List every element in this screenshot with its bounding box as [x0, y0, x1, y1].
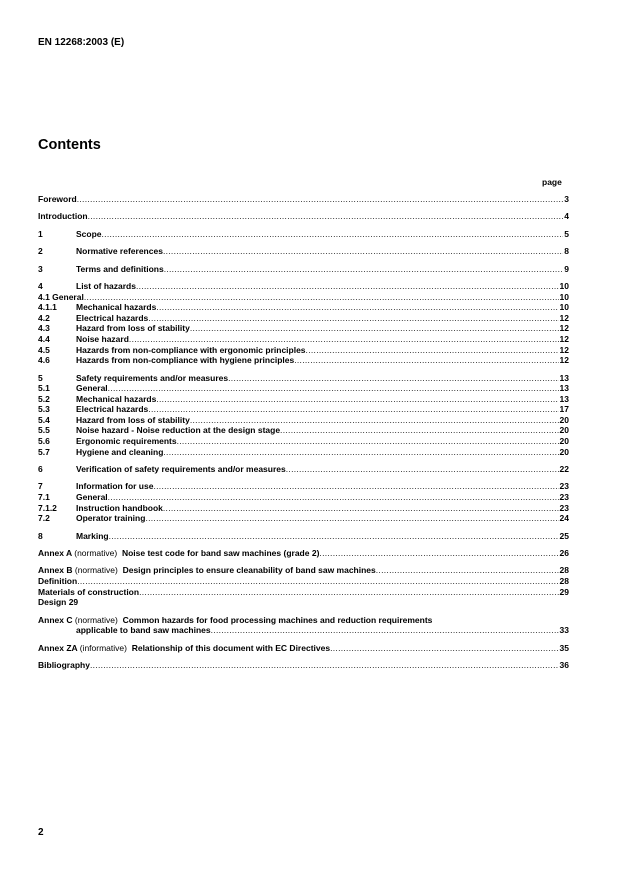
- leader-dots: [129, 334, 559, 345]
- annex-title: Design principles to ensure cleanability of band saw machines: [122, 565, 376, 576]
- section-number: 3: [38, 263, 43, 274]
- section-number: 5: [38, 372, 43, 383]
- leader-dots: [90, 660, 559, 671]
- entry-title: Information for use: [76, 481, 154, 492]
- toc-entry[interactable]: [38, 383, 569, 394]
- entry-title: Electrical hazards: [76, 404, 149, 415]
- toc-entry[interactable]: [38, 194, 569, 205]
- leader-dots: [190, 323, 559, 334]
- section-number: 5.1: [38, 383, 50, 394]
- toc-entry[interactable]: [38, 373, 569, 384]
- toc-annex-a[interactable]: [38, 548, 569, 559]
- leader-dots: [108, 383, 559, 394]
- toc-entry[interactable]: [38, 447, 569, 458]
- entry-title: Instruction handbook: [76, 502, 163, 513]
- leader-dots: [77, 576, 558, 587]
- section-number: 5.7: [38, 446, 50, 457]
- page-number: 4: [564, 211, 569, 222]
- toc-entry[interactable]: [38, 394, 569, 405]
- page-number: 10: [559, 280, 569, 291]
- leader-dots: [109, 531, 559, 542]
- toc-entry[interactable]: [38, 503, 569, 514]
- annex-title: Relationship of this document with EC Directives: [131, 642, 331, 653]
- entry-title: Definition: [38, 575, 78, 586]
- leader-dots: [280, 425, 558, 436]
- page-number: 36: [559, 659, 569, 670]
- toc-entry[interactable]: [38, 313, 569, 324]
- entry-title: Bibliography: [38, 659, 90, 670]
- page-number: 17: [559, 404, 569, 415]
- annex-type: (normative): [74, 548, 118, 558]
- section-number: 2: [38, 246, 43, 257]
- page-number: 10: [559, 302, 569, 313]
- section-number: 4: [38, 280, 43, 291]
- section-number: 5.3: [38, 404, 50, 415]
- annex-label: Annex A: [38, 548, 72, 558]
- annex-label: Annex C: [38, 614, 73, 625]
- toc-entry[interactable]: [38, 404, 569, 415]
- leader-dots: [102, 229, 564, 240]
- page-number: 8: [564, 246, 569, 257]
- toc-entry[interactable]: [38, 292, 569, 303]
- leader-dots: [84, 292, 559, 303]
- section-number: 5.6: [38, 436, 50, 447]
- annex-label: Annex B: [38, 565, 73, 576]
- page-column-label: page: [542, 177, 562, 187]
- section-number: 4.4: [38, 333, 50, 344]
- section-number: 7.1: [38, 492, 50, 503]
- leader-dots: [286, 464, 559, 475]
- section-number: 4.5: [38, 344, 50, 355]
- page-number: 5: [564, 228, 569, 239]
- document-id-header: EN 12268:2003 (E): [38, 37, 125, 48]
- page-number: 20: [559, 425, 569, 436]
- toc-entry[interactable]: [38, 436, 569, 447]
- page-number: 24: [559, 513, 569, 524]
- page-number: 12: [559, 312, 569, 323]
- toc-entries: [38, 194, 569, 541]
- leader-dots: [294, 355, 558, 366]
- annex-type: (normative): [74, 614, 118, 625]
- leader-dots: [148, 404, 558, 415]
- page-number: 29: [559, 586, 569, 597]
- toc-entry[interactable]: [38, 355, 569, 366]
- toc-bibliography[interactable]: [38, 660, 569, 671]
- toc-entry[interactable]: [38, 229, 569, 240]
- leader-dots: [139, 587, 558, 598]
- page-number: 23: [559, 492, 569, 503]
- toc-annex-c[interactable]: [38, 615, 569, 636]
- page-number: 12: [559, 333, 569, 344]
- page-number: 20: [559, 446, 569, 457]
- entry-title: Foreword: [38, 194, 77, 204]
- toc-entry[interactable]: [38, 481, 569, 492]
- leader-dots: [319, 548, 558, 559]
- toc-entry[interactable]: [38, 302, 569, 313]
- page-number: 22: [559, 464, 569, 475]
- toc-entry[interactable]: [38, 531, 569, 542]
- entry-title: Mechanical hazards: [76, 393, 157, 404]
- entry-title: Operator training: [76, 513, 146, 524]
- toc-entry[interactable]: [38, 323, 569, 334]
- section-number: 7: [38, 481, 43, 492]
- entry-title: Hazard from loss of stability: [76, 323, 190, 334]
- contents-heading: Contents: [38, 137, 101, 153]
- section-number: 4.3: [38, 323, 50, 334]
- page-number: 25: [559, 530, 569, 541]
- page-number: 28: [559, 575, 569, 586]
- annex-title-line2: applicable to band saw machines: [76, 625, 211, 636]
- page-number: 13: [559, 372, 569, 383]
- entry-title: Hazard from loss of stability: [76, 414, 190, 425]
- annex-type: (normative): [74, 565, 118, 576]
- page-number: 9: [564, 263, 569, 274]
- section-number: 8: [38, 530, 43, 541]
- section-number: 4.6: [38, 355, 50, 366]
- toc-entry[interactable]: [38, 492, 569, 503]
- entry-title: General: [76, 383, 108, 394]
- entry-title: Noise hazard - Noise reduction at the design stage: [76, 425, 281, 436]
- section-number: 5.4: [38, 414, 50, 425]
- entry-title: Hazards from non-compliance with hygiene principles: [76, 355, 295, 366]
- toc-annex-b-materials[interactable]: [38, 587, 569, 598]
- section-number: 1: [38, 228, 43, 239]
- leader-dots: [164, 264, 564, 275]
- entry-title: Marking: [76, 530, 109, 541]
- entry-title: Hazards from non-compliance with ergonomic principles: [76, 344, 306, 355]
- table-of-contents: [38, 194, 569, 671]
- page-number: 20: [559, 414, 569, 425]
- toc-entry[interactable]: [38, 464, 569, 475]
- toc-annex-b[interactable]: [38, 565, 569, 576]
- section-number: 6: [38, 464, 43, 475]
- entry-title: Noise hazard: [76, 333, 129, 344]
- leader-dots: [156, 302, 558, 313]
- toc-entry[interactable]: [38, 211, 569, 222]
- toc-entry[interactable]: [38, 281, 569, 292]
- page-number: 12: [559, 355, 569, 366]
- toc-entry[interactable]: [38, 264, 569, 275]
- entry-title: Mechanical hazards: [76, 302, 157, 313]
- page-number: 20: [559, 436, 569, 447]
- leader-dots: [153, 481, 558, 492]
- page-number: 33: [559, 625, 569, 636]
- leader-dots: [211, 625, 559, 636]
- toc-annex-b-definition[interactable]: [38, 576, 569, 587]
- leader-dots: [77, 194, 564, 205]
- toc-entry[interactable]: [38, 345, 569, 356]
- leader-dots: [145, 513, 558, 524]
- page-number: 13: [559, 393, 569, 404]
- entry-title: List of hazards: [76, 280, 136, 291]
- section-number: 7.1.2: [38, 502, 57, 513]
- page-number: 26: [559, 548, 569, 558]
- entry-title: Materials of construction: [38, 586, 140, 597]
- page-footer-number: 2: [38, 827, 44, 838]
- entry-title: Safety requirements and/or measures: [76, 372, 229, 383]
- toc-annex-za[interactable]: [38, 643, 569, 654]
- leader-dots: [330, 643, 558, 654]
- toc-entry[interactable]: [38, 425, 569, 436]
- section-number: 5.2: [38, 393, 50, 404]
- entry-title: Scope: [76, 228, 102, 239]
- leader-dots: [148, 313, 558, 324]
- entry-title: Electrical hazards: [76, 312, 149, 323]
- page-number: 23: [559, 502, 569, 513]
- toc-entry[interactable]: [38, 415, 569, 426]
- entry-title: General: [76, 492, 108, 503]
- entry-title: Terms and definitions: [76, 263, 164, 274]
- page-number: 28: [559, 565, 569, 576]
- leader-dots: [163, 503, 559, 514]
- entry-title: Verification of safety requirements and/or measures: [76, 464, 286, 475]
- toc-annex-b-design[interactable]: [38, 597, 569, 608]
- leader-dots: [163, 447, 558, 458]
- leader-dots: [88, 211, 564, 222]
- leader-dots: [156, 394, 558, 405]
- annex-label: Annex ZA: [38, 642, 78, 653]
- leader-dots: [376, 565, 559, 576]
- page-number: 35: [559, 642, 569, 653]
- leader-dots: [228, 373, 558, 384]
- annex-title-line1: Common hazards for food processing machines and reduction requirements: [122, 614, 433, 625]
- entry-title: Design 29: [38, 597, 79, 608]
- toc-entry[interactable]: [38, 246, 569, 257]
- section-number: 4.2: [38, 312, 50, 323]
- leader-dots: [177, 436, 559, 447]
- page-number: 10: [559, 291, 569, 302]
- section-number: 4.1.1: [38, 302, 57, 313]
- toc-entry[interactable]: [38, 513, 569, 524]
- leader-dots: [190, 415, 559, 426]
- annex-title: Noise test code for band saw machines (grade 2): [121, 548, 320, 558]
- page-number: 23: [559, 481, 569, 492]
- leader-dots: [163, 246, 563, 257]
- toc-entry[interactable]: [38, 334, 569, 345]
- entry-title: Normative references: [76, 246, 163, 257]
- entry-title: Ergonomic requirements: [76, 436, 177, 447]
- leader-dots: [136, 281, 559, 292]
- page-number: 3: [564, 194, 569, 204]
- page-number: 13: [559, 383, 569, 394]
- leader-dots: [108, 492, 559, 503]
- page-number: 12: [559, 344, 569, 355]
- leader-dots: [306, 345, 559, 356]
- page-number: 12: [559, 323, 569, 334]
- entry-title: 4.1 General: [38, 291, 84, 302]
- entry-title: Introduction: [38, 211, 88, 222]
- section-number: 7.2: [38, 513, 50, 524]
- section-number: 5.5: [38, 425, 50, 436]
- annex-type: (informative): [79, 642, 127, 653]
- entry-title: Hygiene and cleaning: [76, 446, 164, 457]
